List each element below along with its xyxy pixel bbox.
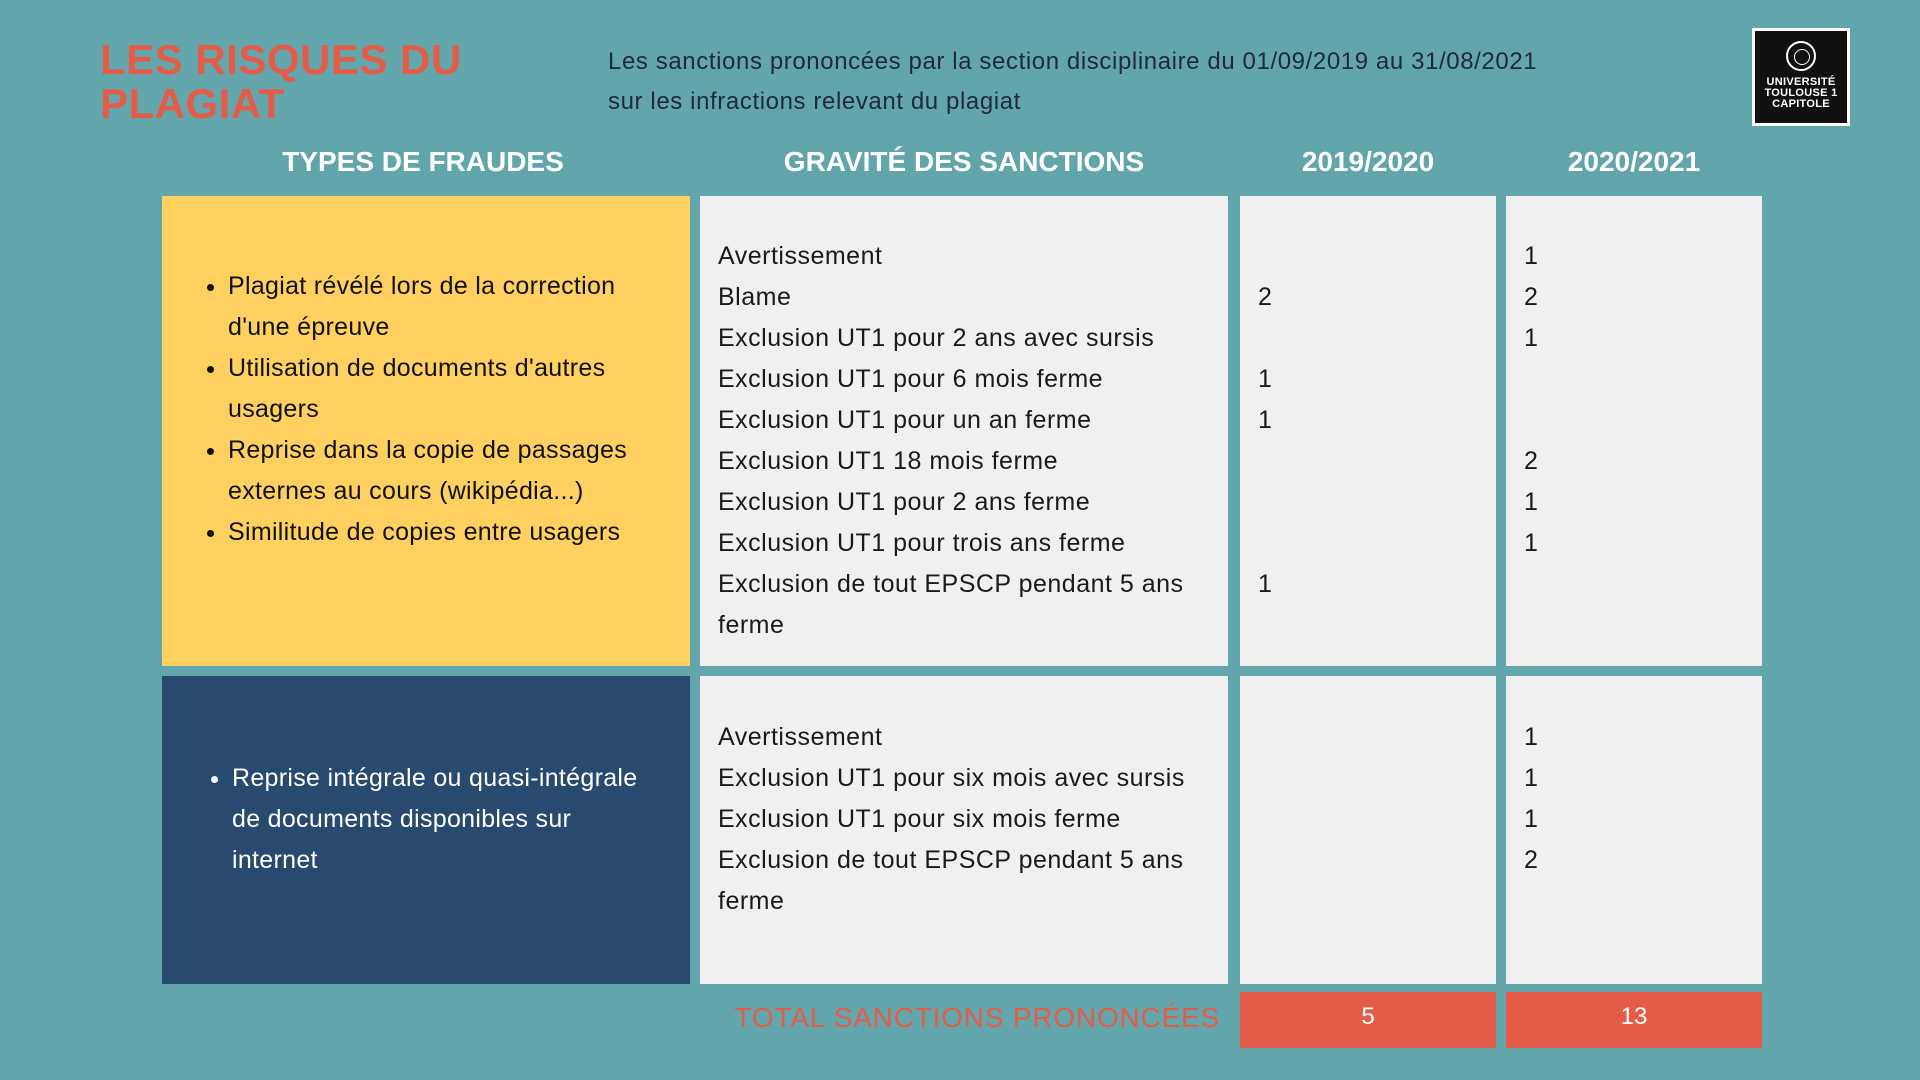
- count-2019-2020: [1258, 881, 1496, 922]
- sanction-line: Exclusion UT1 pour six mois avec sursis: [718, 764, 1185, 792]
- fraud-list-2: [182, 758, 660, 881]
- sanction-line: Avertissement: [718, 723, 883, 751]
- fraud-item: • Plagiat révélé lors de la correction d'une épreuve: [228, 266, 650, 348]
- sanction-line: Exclusion de tout EPSCP pendant 5 ans: [718, 846, 1184, 874]
- subtitle-line-1: Les sanctions prononcées par la section disciplinaire du 01/09/2019 au 31/08/2021: [608, 48, 1538, 75]
- sanction-line: Blame: [718, 283, 792, 311]
- sanction-line: Avertissement: [718, 242, 883, 270]
- count-2020-2021: 2: [1524, 447, 1539, 475]
- sanction-line: Exclusion UT1 pour trois ans ferme: [718, 529, 1126, 557]
- fraud-item: • Similitude de copies entre usagers: [228, 512, 650, 553]
- year2-cell-2: [1506, 676, 1762, 984]
- count-2020-2021: 2: [1524, 283, 1539, 311]
- sanction-line: Exclusion UT1 pour un an ferme: [718, 406, 1092, 434]
- fraud-item: • Reprise dans la copie de passages externes au cours (wikipédia...): [228, 430, 650, 512]
- fraud-item: • Reprise intégrale ou quasi-intégrale de documents disponibles sur internet: [232, 758, 660, 881]
- count-2020-2021: 1: [1524, 242, 1539, 270]
- count-2020-2021: [1524, 400, 1762, 441]
- year1-cell-2: [1240, 676, 1496, 984]
- sanction-line: Exclusion UT1 18 mois ferme: [718, 447, 1059, 475]
- count-2019-2020: [1258, 605, 1496, 646]
- total-label: TOTAL SANCTIONS PRONONCÉES: [734, 1002, 1220, 1033]
- count-2019-2020: [1258, 441, 1496, 482]
- count-2019-2020: [1258, 523, 1496, 564]
- header-year-1: 2019/2020: [1301, 146, 1435, 177]
- total-year-2: 13: [1506, 992, 1762, 1048]
- count-2019-2020: 1: [1258, 570, 1273, 598]
- subtitle: [608, 42, 1708, 122]
- count-2020-2021: 1: [1524, 764, 1539, 792]
- year1-cell-1: [1240, 196, 1496, 666]
- count-2020-2021: 1: [1524, 805, 1539, 833]
- sanction-line: Exclusion UT1 pour 2 ans ferme: [718, 488, 1091, 516]
- total-year-1: 5: [1240, 992, 1496, 1048]
- sanction-line: ferme: [718, 887, 785, 915]
- sanction-line: Exclusion UT1 pour 6 mois ferme: [718, 365, 1104, 393]
- sanction-line: Exclusion UT1 pour 2 ans avec sursis: [718, 324, 1155, 352]
- count-2019-2020: [1258, 318, 1496, 359]
- count-2019-2020: [1258, 482, 1496, 523]
- count-2020-2021: [1524, 605, 1762, 646]
- count-2020-2021: [1524, 564, 1762, 605]
- sanction-line: Exclusion UT1 pour six mois ferme: [718, 805, 1121, 833]
- count-2020-2021: 1: [1524, 324, 1539, 352]
- count-2019-2020: [1258, 758, 1496, 799]
- count-2020-2021: 1: [1524, 529, 1539, 557]
- count-2019-2020: [1258, 236, 1496, 277]
- subtitle-line-2: sur les infractions relevant du plagiat: [608, 88, 1021, 115]
- year2-cell-1: [1506, 196, 1762, 666]
- fraud-list-1: [178, 266, 650, 553]
- count-2019-2020: 1: [1258, 406, 1273, 434]
- logo-text-3: CAPITOLE: [1772, 98, 1830, 110]
- count-2020-2021: [1524, 881, 1762, 922]
- count-2019-2020: [1258, 799, 1496, 840]
- fraud-types-cell-2: [162, 676, 690, 984]
- fraud-types-cell-1: [162, 196, 690, 666]
- header-types: TYPES DE FRAUDES: [282, 146, 564, 177]
- count-2020-2021: 1: [1524, 488, 1539, 516]
- count-2019-2020: [1258, 717, 1496, 758]
- seal-icon: [1786, 41, 1816, 71]
- count-2019-2020: [1258, 840, 1496, 881]
- count-2020-2021: 2: [1524, 846, 1539, 874]
- count-2019-2020: 1: [1258, 365, 1273, 393]
- logo-text-1: UNIVERSITÉ: [1766, 76, 1836, 88]
- count-2020-2021: 1: [1524, 723, 1539, 751]
- sanctions-cell-2: [700, 676, 1228, 984]
- header-gravite: GRAVITÉ DES SANCTIONS: [783, 146, 1145, 177]
- sanction-line: ferme: [718, 611, 785, 639]
- count-2019-2020: 2: [1258, 283, 1273, 311]
- page-title: LES RISQUES DU PLAGIAT: [100, 36, 462, 127]
- university-logo: [1752, 28, 1850, 126]
- sanctions-cell-1: [700, 196, 1228, 666]
- logo-text-2: TOULOUSE 1: [1764, 87, 1838, 99]
- fraud-item: • Utilisation de documents d'autres usagers: [228, 348, 650, 430]
- sanction-line: Exclusion de tout EPSCP pendant 5 ans: [718, 570, 1184, 598]
- header-year-2: 2020/2021: [1567, 146, 1701, 177]
- count-2020-2021: [1524, 359, 1762, 400]
